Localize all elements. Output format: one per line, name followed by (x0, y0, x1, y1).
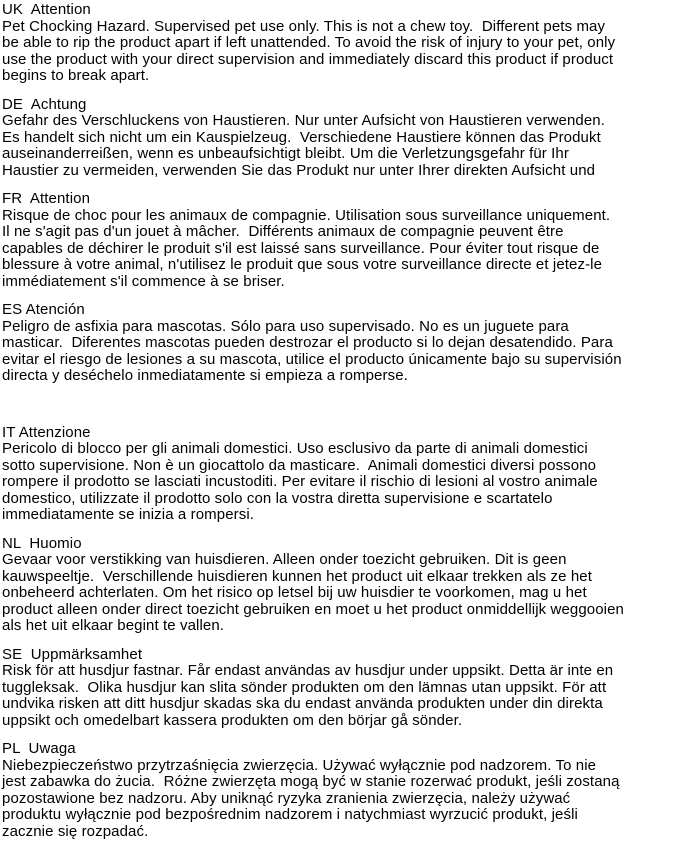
warning-text-line: Gefahr des Verschluckens von Haustieren. Nur unter Aufsicht von Haustieren verwenden. (2, 112, 605, 129)
warning-text-line: rompere il prodotto se lasciati incustoditi. Per evitare il rischio di lesioni al vostro animale (2, 473, 598, 490)
warning-text-line: Haustier zu vermeiden, verwenden Sie das Produkt nur unter Ihrer direkten Aufsicht und (2, 161, 596, 179)
warning-text-line: Pet Chocking Hazard. Supervised pet use only. This is not a chew toy. Different pets may (2, 17, 606, 35)
warning-section-nl (2, 536, 679, 635)
warning-section-pl (2, 741, 679, 840)
warning-text-line: pozostawione bez nadzoru. Aby uniknąć ryzyka zranienia zwierzęcia, należy używać (2, 789, 571, 807)
warning-text-line: uppsikt och omedelbart kassera produkten om den börjar gå sönder. (2, 711, 463, 729)
section-heading: NL Huomio (2, 534, 82, 552)
section-heading: IT Attenzione (2, 423, 91, 441)
section-heading: PL Uwaga (2, 740, 76, 757)
warning-text-line: immediatamente se inizia a rompersi. (2, 506, 255, 523)
warning-text-line: sotto supervisione. Non è un giocattolo da masticare. Animali domestici diversi possono (2, 456, 597, 474)
warning-text-line: capables de déchirer le produit s'il est laissé sans surveillance. Pour éviter tout risque de (2, 239, 600, 257)
warning-text-line: jest zabawka do żucia. Różne zwierzęta mogą być w stanie rozerwać produkt, jeśli zostaną (2, 773, 620, 790)
warning-text-line: zacznie się rozpadać. (2, 822, 149, 840)
warning-section-es (2, 302, 679, 385)
section-heading: FR Attention (2, 190, 91, 207)
warning-text-line: Risk för att husdjur fastnar. Får endast användas av husdjur under uppsikt. Detta är inte en (2, 662, 614, 679)
warning-text-line: domestico, utilizzate il prodotto solo con la vostra diretta supervisione e scartatelo (2, 489, 553, 507)
section-heading: UK Attention (2, 1, 91, 18)
warning-section-it (2, 425, 679, 524)
section-heading: SE Uppmärksamhet (2, 645, 143, 663)
warning-text-line: Niebezpieczeństwo przytrzaśnięcia zwierzęcia. Używać wyłącznie pod nadzorem. To nie (2, 756, 597, 774)
warning-section-se (2, 647, 679, 730)
warning-text-line: tuggleksak. Olika husdjur kan slita sönder produkten om den lämnas utan uppsikt. För att (2, 678, 607, 696)
warning-text-line: Es handelt sich nicht um ein Kauspielzeug. Verschiedene Haustiere können das Produkt (2, 128, 601, 146)
warning-text-line: masticar. Diferentes mascotas pueden destrozar el producto si lo dejan desatendido. Para (2, 334, 613, 351)
warning-text-line: blessure à votre animal, n'utilisez le produit que sous votre surveillance directe et jetez-le (2, 256, 603, 273)
warning-text-line: use the product with your direct supervision and immediately discard this product if product (2, 50, 614, 68)
warning-text-line: begins to break apart. (2, 67, 150, 84)
warning-text-line: onbeheerd achterlaten. Om het risico op letsel bij uw huisdier te voorkomen, mag u het (2, 584, 587, 601)
section-heading: DE Achtung (2, 95, 87, 113)
warning-text-line: product alleen onder direct toezicht gebruiken en moet u het product onmiddellijk weggooien (2, 600, 624, 618)
warning-section-uk (2, 2, 679, 85)
warning-section-fr (2, 191, 679, 290)
warning-text-line: Gevaar voor verstikking van huisdieren. Alleen onder toezicht gebruiken. Dit is geen (2, 551, 567, 568)
warning-text-line: Il ne s'agit pas d'un jouet à mâcher. Différents animaux de compagnie peuvent être (2, 223, 564, 240)
warning-text-line: Peligro de asfixia para mascotas. Sólo para uso supervisado. No es un juguete para (2, 317, 569, 335)
warning-text-line: Pericolo di blocco per gli animali domestici. Uso esclusivo da parte di animali domestici (2, 440, 588, 457)
warning-text-line: evitar el riesgo de lesiones a su mascota, utilice el producto únicamente bajo su supervisión (2, 350, 622, 368)
warning-text-line: Risque de choc pour les animaux de compagnie. Utilisation sous surveillance uniquement. (2, 206, 611, 224)
warning-text-line: als het uit elkaar begint te vallen. (2, 617, 225, 634)
warning-section-de (2, 97, 679, 180)
warning-text-line: auseinanderreißen, wenn es unbeaufsichtigt bleibt. Um die Verletzungsgefahr für Ihr (2, 145, 569, 162)
warning-text-line: directa y deséchelo inmediatamente si empieza a romperse. (2, 367, 408, 384)
warning-text-line: immédiatement s'il commence à se briser. (2, 272, 285, 290)
section-heading: ES Atención (2, 301, 85, 318)
warning-text-line: kauwspeeltje. Verschillende huisdieren kunnen het product uit elkaar trekken als ze het (2, 567, 592, 585)
warning-text-line: undvika risken att ditt husdjur skadas ska du endast använda produkten under din direkta (2, 695, 603, 712)
warning-text-line: produktu wyłącznie pod bezpośrednim nadzorem i natychmiast wyrzucić produkt, jeśli (2, 806, 578, 823)
warning-text-line: be able to rip the product apart if left unattended. To avoid the risk of injury to your pet, only (2, 34, 616, 51)
